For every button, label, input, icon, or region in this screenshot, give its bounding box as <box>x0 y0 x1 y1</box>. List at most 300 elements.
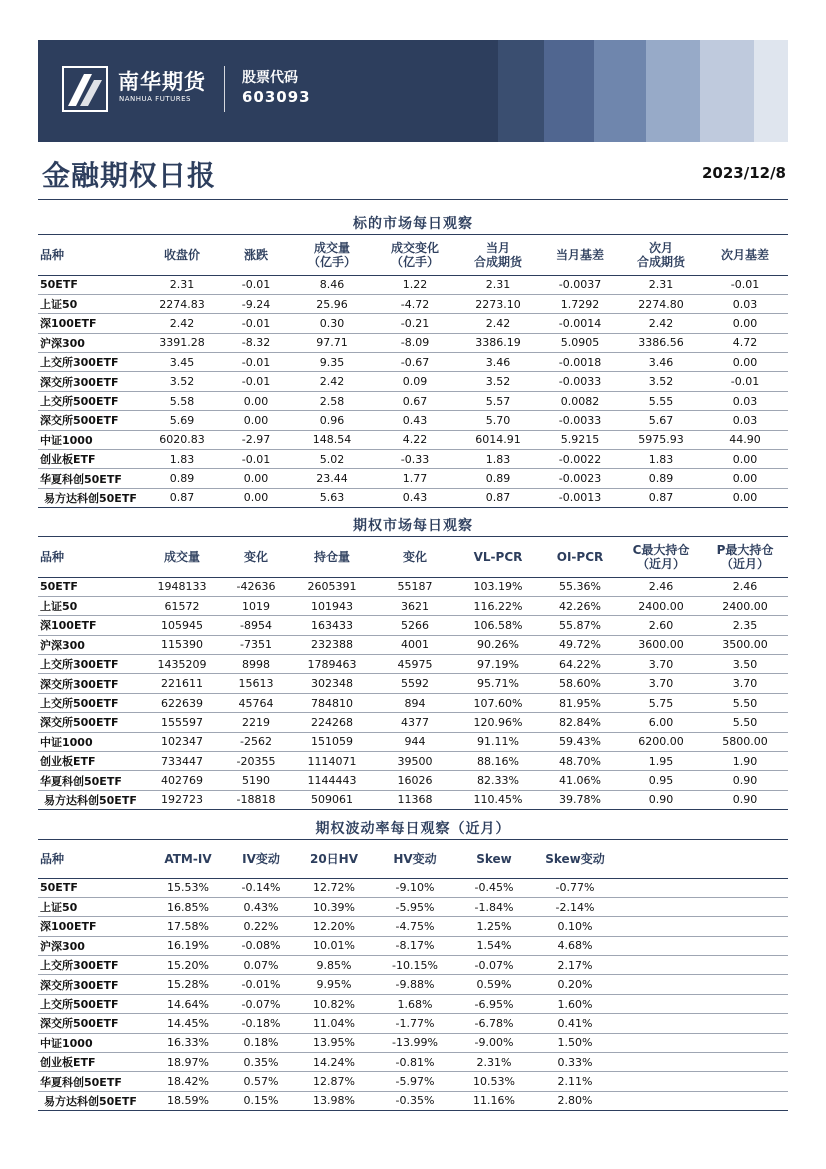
table-row <box>38 878 788 897</box>
table-cell <box>618 1014 702 1033</box>
table-row <box>38 1053 788 1072</box>
instrument-name: 中证1000 <box>38 1033 148 1052</box>
instrument-name: 上交所300ETF <box>38 655 142 674</box>
instrument-name: 深交所500ETF <box>38 411 142 430</box>
table-cell: 2.46 <box>702 577 788 596</box>
table-cell: 107.60% <box>456 693 540 712</box>
instrument-name: 深100ETF <box>38 917 148 936</box>
column-header <box>618 840 702 878</box>
table-cell: 55.87% <box>540 616 620 635</box>
table-cell: 90.26% <box>456 635 540 654</box>
table-cell: 5.02 <box>290 450 374 469</box>
table-cell: 0.90 <box>702 790 788 809</box>
table-cell: -6.78% <box>456 1014 532 1033</box>
table-cell: -20355 <box>222 752 290 771</box>
table-cell: -2.97 <box>222 430 290 449</box>
table-row <box>38 790 788 809</box>
table-cell <box>702 917 788 936</box>
table-cell: 15.20% <box>148 956 228 975</box>
banner-stripe <box>754 40 788 142</box>
table-cell: -0.21 <box>374 314 456 333</box>
report-title: 金融期权日报 <box>42 159 217 192</box>
table-cell: -5.95% <box>374 897 456 916</box>
table-cell: 402769 <box>142 771 222 790</box>
table-cell: 0.09 <box>374 372 456 391</box>
table-row <box>38 391 788 410</box>
table-cell: 55187 <box>374 577 456 596</box>
table-cell: -0.0018 <box>540 353 620 372</box>
report-date: 2023/12/8 <box>701 164 786 182</box>
column-header: 变化 <box>374 537 456 577</box>
table-cell: 0.90 <box>620 790 702 809</box>
table-cell: -0.08% <box>228 936 294 955</box>
instrument-name: 沪深300 <box>38 936 148 955</box>
instrument-name: 深交所500ETF <box>38 1014 148 1033</box>
title-divider <box>38 199 788 200</box>
table-cell: 103.19% <box>456 577 540 596</box>
table-row <box>38 693 788 712</box>
column-header: IV变动 <box>228 840 294 878</box>
table-row <box>38 975 788 994</box>
table-cell: 3.46 <box>620 353 702 372</box>
table-cell: 11.04% <box>294 1014 374 1033</box>
table-cell: -0.45% <box>456 878 532 897</box>
table-cell: 45764 <box>222 693 290 712</box>
table-cell: -8954 <box>222 616 290 635</box>
table-cell: -9.24 <box>222 294 290 313</box>
column-header: 变化 <box>222 537 290 577</box>
column-header: 次月基差 <box>702 235 788 275</box>
table-row <box>38 936 788 955</box>
table-cell: -7351 <box>222 635 290 654</box>
table-cell <box>618 936 702 955</box>
banner-stripe <box>498 40 544 142</box>
table-cell: 82.33% <box>456 771 540 790</box>
table-row <box>38 294 788 313</box>
table-row <box>38 752 788 771</box>
table-cell: 0.89 <box>142 469 222 488</box>
table-cell: 5800.00 <box>702 732 788 751</box>
instrument-name: 沪深300 <box>38 635 142 654</box>
table-cell: 5.50 <box>702 713 788 732</box>
table-cell: 49.72% <box>540 635 620 654</box>
table-row <box>38 577 788 596</box>
table-cell: 44.90 <box>702 430 788 449</box>
instrument-name: 上交所500ETF <box>38 693 142 712</box>
table-cell: 509061 <box>290 790 374 809</box>
underlying-market-table <box>38 235 788 508</box>
volatility-section <box>38 818 788 1111</box>
column-header: 持仓量 <box>290 537 374 577</box>
table-cell: 5.50 <box>702 693 788 712</box>
table-cell: 39500 <box>374 752 456 771</box>
table-cell: 3386.19 <box>456 333 540 352</box>
table-cell <box>618 1053 702 1072</box>
table-cell: 0.03 <box>702 391 788 410</box>
table-cell: 9.85% <box>294 956 374 975</box>
table-cell: -0.0014 <box>540 314 620 333</box>
banner-stripe <box>646 40 700 142</box>
table-cell: -9.00% <box>456 1033 532 1052</box>
column-header: 成交量 <box>142 537 222 577</box>
table-cell: 14.45% <box>148 1014 228 1033</box>
table-row <box>38 411 788 430</box>
table-cell: 9.35 <box>290 353 374 372</box>
table-cell: 784810 <box>290 693 374 712</box>
table-cell: 0.00 <box>702 488 788 507</box>
column-header: VL-PCR <box>456 537 540 577</box>
table-row <box>38 1033 788 1052</box>
table-cell: 5.57 <box>456 391 540 410</box>
company-name-en: NANHUA FUTURES <box>119 95 191 103</box>
table-cell <box>702 1014 788 1033</box>
table-cell: 10.53% <box>456 1072 532 1091</box>
option-market-table <box>38 537 788 810</box>
table-cell: 0.87 <box>620 488 702 507</box>
table-cell: 733447 <box>142 752 222 771</box>
table-row <box>38 732 788 751</box>
instrument-name: 沪深300 <box>38 333 142 352</box>
table-cell: 2.35 <box>702 616 788 635</box>
table-cell: 5.58 <box>142 391 222 410</box>
table-cell: -0.01 <box>702 372 788 391</box>
table-cell: 0.03 <box>702 411 788 430</box>
instrument-name: 深交所300ETF <box>38 975 148 994</box>
table-cell: 3.70 <box>702 674 788 693</box>
table-cell: 18.59% <box>148 1091 228 1110</box>
table-cell: -1.84% <box>456 897 532 916</box>
table-cell: 42.26% <box>540 596 620 615</box>
table-cell: 148.54 <box>290 430 374 449</box>
table-cell: 2.31 <box>142 275 222 294</box>
table-cell: 41.06% <box>540 771 620 790</box>
table-cell: 15.53% <box>148 878 228 897</box>
table-header-row <box>38 840 788 878</box>
table-cell: 55.36% <box>540 577 620 596</box>
instrument-name: 上证50 <box>38 596 142 615</box>
column-header: 涨跌 <box>222 235 290 275</box>
table-cell: 0.57% <box>228 1072 294 1091</box>
table-cell <box>618 878 702 897</box>
table-cell: 95.71% <box>456 674 540 693</box>
table-cell: 10.82% <box>294 994 374 1013</box>
table-cell: 1.25% <box>456 917 532 936</box>
table-cell: 3.70 <box>620 655 702 674</box>
table-cell: 10.39% <box>294 897 374 916</box>
table-cell: 163433 <box>290 616 374 635</box>
column-header: 品种 <box>38 537 142 577</box>
table-cell: 0.00 <box>702 314 788 333</box>
table-cell: -0.07% <box>228 994 294 1013</box>
table-cell: 622639 <box>142 693 222 712</box>
table-cell <box>702 956 788 975</box>
table-cell: 16.19% <box>148 936 228 955</box>
table-cell: 4.68% <box>532 936 618 955</box>
table-cell: 2.60 <box>620 616 702 635</box>
table-cell <box>618 994 702 1013</box>
table-cell: 13.95% <box>294 1033 374 1052</box>
table-cell: 18.42% <box>148 1072 228 1091</box>
table-cell: 0.10% <box>532 917 618 936</box>
table-cell: 5.75 <box>620 693 702 712</box>
table-cell: -9.10% <box>374 878 456 897</box>
underlying-market-section <box>38 213 788 508</box>
table-cell: 61572 <box>142 596 222 615</box>
table-row <box>38 1072 788 1091</box>
table-cell: -0.81% <box>374 1053 456 1072</box>
table-cell: 12.72% <box>294 878 374 897</box>
table-cell: 224268 <box>290 713 374 732</box>
table-cell: 0.15% <box>228 1091 294 1110</box>
table-cell: 2605391 <box>290 577 374 596</box>
instrument-name: 上交所500ETF <box>38 994 148 1013</box>
table-cell: 12.87% <box>294 1072 374 1091</box>
table-cell: 0.00 <box>222 469 290 488</box>
table-cell <box>702 1053 788 1072</box>
table-cell: 0.59% <box>456 975 532 994</box>
table-cell: 2273.10 <box>456 294 540 313</box>
table-cell: 0.00 <box>222 488 290 507</box>
table-cell: 8.46 <box>290 275 374 294</box>
table-cell: 0.22% <box>228 917 294 936</box>
logo-divider <box>224 66 225 112</box>
table-cell: 0.03 <box>702 294 788 313</box>
instrument-name: 深交所300ETF <box>38 674 142 693</box>
table-cell: 81.95% <box>540 693 620 712</box>
table-cell: 2.31 <box>456 275 540 294</box>
table-cell: 2.42 <box>142 314 222 333</box>
table-cell: 5975.93 <box>620 430 702 449</box>
table-cell: 18.97% <box>148 1053 228 1072</box>
stock-code: 603093 <box>242 88 311 106</box>
table-cell: 0.07% <box>228 956 294 975</box>
table-cell: -0.01% <box>228 975 294 994</box>
instrument-name: 上证50 <box>38 897 148 916</box>
table-cell: 6200.00 <box>620 732 702 751</box>
instrument-name: 上交所300ETF <box>38 956 148 975</box>
table-cell: 0.30 <box>290 314 374 333</box>
table-cell: 2400.00 <box>620 596 702 615</box>
table-cell: 944 <box>374 732 456 751</box>
table-row <box>38 275 788 294</box>
table-cell: 105945 <box>142 616 222 635</box>
table-cell: 1144443 <box>290 771 374 790</box>
table-cell: 6014.91 <box>456 430 540 449</box>
section-title: 期权市场每日观察 <box>38 515 788 537</box>
volatility-table <box>38 840 788 1111</box>
section-title: 标的市场每日观察 <box>38 213 788 235</box>
stock-code-label: 股票代码 <box>242 70 298 86</box>
table-cell: 6.00 <box>620 713 702 732</box>
table-cell <box>702 1033 788 1052</box>
table-cell: 8998 <box>222 655 290 674</box>
table-cell <box>618 1072 702 1091</box>
table-cell: -0.0022 <box>540 450 620 469</box>
table-cell: 2400.00 <box>702 596 788 615</box>
table-cell: 1.83 <box>620 450 702 469</box>
table-cell <box>702 994 788 1013</box>
table-cell: 232388 <box>290 635 374 654</box>
table-cell: 3600.00 <box>620 635 702 654</box>
instrument-name: 易方达科创50ETF <box>38 790 142 809</box>
table-cell: 1.83 <box>456 450 540 469</box>
table-cell: 5.9215 <box>540 430 620 449</box>
table-cell: 9.95% <box>294 975 374 994</box>
table-cell: 91.11% <box>456 732 540 751</box>
table-cell: 5.69 <box>142 411 222 430</box>
table-row <box>38 1091 788 1110</box>
table-cell: 1948133 <box>142 577 222 596</box>
table-cell: -10.15% <box>374 956 456 975</box>
table-cell <box>702 936 788 955</box>
instrument-name: 上交所300ETF <box>38 353 142 372</box>
table-cell: -0.01 <box>222 450 290 469</box>
table-cell: 14.64% <box>148 994 228 1013</box>
header-banner <box>38 40 788 142</box>
table-cell: 192723 <box>142 790 222 809</box>
column-header: 收盘价 <box>142 235 222 275</box>
table-cell: -0.01 <box>222 275 290 294</box>
table-cell: 2.46 <box>620 577 702 596</box>
table-cell: 3.46 <box>456 353 540 372</box>
table-cell: 0.20% <box>532 975 618 994</box>
table-cell: 2.17% <box>532 956 618 975</box>
table-cell: 2.42 <box>456 314 540 333</box>
table-cell: -0.07% <box>456 956 532 975</box>
section-title: 期权波动率每日观察（近月） <box>38 818 788 840</box>
table-cell <box>618 1091 702 1110</box>
table-cell: -0.01 <box>222 353 290 372</box>
table-cell: 2.42 <box>290 372 374 391</box>
table-row <box>38 674 788 693</box>
table-row <box>38 616 788 635</box>
table-cell: 16.33% <box>148 1033 228 1052</box>
table-cell <box>618 897 702 916</box>
table-cell: 120.96% <box>456 713 540 732</box>
column-header: 当月基差 <box>540 235 620 275</box>
table-cell: -8.09 <box>374 333 456 352</box>
table-cell: 2.58 <box>290 391 374 410</box>
table-cell: 1.95 <box>620 752 702 771</box>
column-header: Skew变动 <box>532 840 618 878</box>
table-cell: 110.45% <box>456 790 540 809</box>
instrument-name: 华夏科创50ETF <box>38 1072 148 1091</box>
table-cell: 1.90 <box>702 752 788 771</box>
table-cell: -0.33 <box>374 450 456 469</box>
table-cell: 25.96 <box>290 294 374 313</box>
table-cell: -9.88% <box>374 975 456 994</box>
instrument-name: 创业板ETF <box>38 1053 148 1072</box>
column-header: 成交变化 （亿手） <box>374 235 456 275</box>
table-row <box>38 430 788 449</box>
table-cell: 0.33% <box>532 1053 618 1072</box>
table-cell: 64.22% <box>540 655 620 674</box>
table-cell: 5592 <box>374 674 456 693</box>
table-cell: 39.78% <box>540 790 620 809</box>
table-cell: -18818 <box>222 790 290 809</box>
table-cell: 48.70% <box>540 752 620 771</box>
table-cell: 5.70 <box>456 411 540 430</box>
table-row <box>38 713 788 732</box>
table-cell: 0.89 <box>620 469 702 488</box>
table-cell: 23.44 <box>290 469 374 488</box>
table-row <box>38 353 788 372</box>
instrument-name: 深交所500ETF <box>38 713 142 732</box>
table-row <box>38 1014 788 1033</box>
option-market-section <box>38 515 788 810</box>
table-cell: -5.97% <box>374 1072 456 1091</box>
table-row <box>38 917 788 936</box>
table-row <box>38 488 788 507</box>
table-cell: 151059 <box>290 732 374 751</box>
table-cell: 1.7292 <box>540 294 620 313</box>
banner-stripe <box>594 40 646 142</box>
table-cell: 0.00 <box>222 391 290 410</box>
table-cell: 1.54% <box>456 936 532 955</box>
table-cell: -4.75% <box>374 917 456 936</box>
table-cell: 1.77 <box>374 469 456 488</box>
table-cell: 3.52 <box>142 372 222 391</box>
table-cell: -0.18% <box>228 1014 294 1033</box>
table-cell: -0.67 <box>374 353 456 372</box>
table-cell: 82.84% <box>540 713 620 732</box>
table-cell: 0.35% <box>228 1053 294 1072</box>
table-cell: 5266 <box>374 616 456 635</box>
table-cell: 1.22 <box>374 275 456 294</box>
column-header: 20日HV <box>294 840 374 878</box>
table-cell: 16026 <box>374 771 456 790</box>
table-cell: 0.43 <box>374 411 456 430</box>
table-row <box>38 994 788 1013</box>
instrument-name: 深100ETF <box>38 314 142 333</box>
table-cell: 13.98% <box>294 1091 374 1110</box>
table-cell: 59.43% <box>540 732 620 751</box>
banner-stripe <box>700 40 754 142</box>
table-cell: 0.95 <box>620 771 702 790</box>
table-cell: 0.87 <box>456 488 540 507</box>
column-header <box>702 840 788 878</box>
table-cell <box>702 1072 788 1091</box>
table-cell: 2.80% <box>532 1091 618 1110</box>
table-cell: 3500.00 <box>702 635 788 654</box>
table-cell <box>702 897 788 916</box>
table-cell: 2274.83 <box>142 294 222 313</box>
table-row <box>38 372 788 391</box>
table-cell: -8.17% <box>374 936 456 955</box>
table-cell: 2.11% <box>532 1072 618 1091</box>
table-cell: 0.43 <box>374 488 456 507</box>
table-cell: 97.71 <box>290 333 374 352</box>
table-cell: 106.58% <box>456 616 540 635</box>
table-cell: 88.16% <box>456 752 540 771</box>
table-cell: 0.18% <box>228 1033 294 1052</box>
column-header: 品种 <box>38 235 142 275</box>
table-cell: 58.60% <box>540 674 620 693</box>
table-cell: 2.31 <box>620 275 702 294</box>
table-cell: 0.87 <box>142 488 222 507</box>
table-cell: 155597 <box>142 713 222 732</box>
instrument-name: 深100ETF <box>38 616 142 635</box>
table-cell: 0.00 <box>702 469 788 488</box>
table-cell: -0.0033 <box>540 411 620 430</box>
table-cell: 0.90 <box>702 771 788 790</box>
table-cell: 15.28% <box>148 975 228 994</box>
instrument-name: 50ETF <box>38 275 142 294</box>
table-cell: 5.63 <box>290 488 374 507</box>
table-cell: -6.95% <box>456 994 532 1013</box>
table-cell: 1.68% <box>374 994 456 1013</box>
table-cell: -2.14% <box>532 897 618 916</box>
